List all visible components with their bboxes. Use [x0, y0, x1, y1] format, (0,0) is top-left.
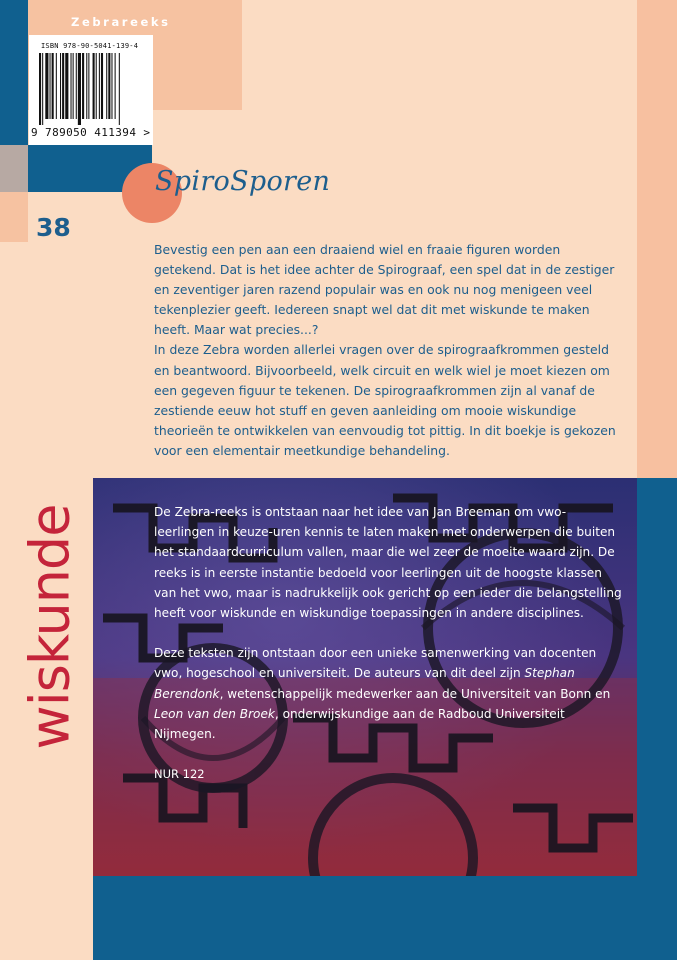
barcode-bar — [56, 53, 57, 119]
barcode-bar — [71, 53, 72, 119]
barcode-bar — [96, 53, 97, 119]
info-paragraph-1: De Zebra-reeks is ontstaan naar het idee van Jan Breeman om vwo-leerlingen in keuze-uren kennis te laten maken met onderwerpen die buiten het standaardcurriculum vallen, maar die wel zeer de moeite waard zijn. De reeks is in eerste instantie bedoeld voor leerlingen uit de hoogste klassen van het vwo, maar is nadrukkelijk ook gericht op een ieder die belangstelling heeft voor wiskunde en wiskundige toepassingen in andere disciplines. — [154, 505, 622, 621]
series-number: 38 — [36, 213, 71, 242]
left-blue-bar — [0, 0, 28, 145]
barcode — [29, 35, 153, 145]
barcode-bar — [62, 53, 64, 119]
barcode-bar — [119, 53, 120, 125]
barcode-bar — [86, 53, 87, 119]
barcode-bar — [42, 53, 43, 125]
barcode-bar — [108, 53, 110, 119]
book-title: SpiroSporen — [155, 166, 331, 197]
barcode-bar — [111, 53, 112, 119]
blurb-text — [154, 240, 624, 461]
barcode-bars — [39, 53, 143, 125]
series-info-text — [154, 502, 624, 784]
barcode-bar — [93, 53, 95, 119]
nur-code: NUR 122 — [154, 767, 205, 782]
barcode-digits: 9 789050 411394 > — [31, 126, 151, 139]
blurb-paragraph-2: In deze Zebra worden allerlei vragen over de spirograafkrommen gesteld en beantwoord. Bijvoorbeeld, welk circuit en welk wiel je moet kiezen om een gegeven figuur te tekenen. De spirograafkrommen zijn al vanaf de zestiende eeuw hot stuff en geven aanleiding om mooie wiskundige theorieën te ontwikkelen van eenvoudig tot pittig. In dit boekje is gekozen voor een elementair meetkundige behandeling. — [154, 342, 616, 458]
right-peach-strip — [637, 0, 677, 478]
barcode-bar — [76, 53, 77, 119]
barcode-bar — [115, 53, 116, 119]
series-label: Zebrareeks — [71, 15, 171, 29]
bottom-blue-band — [93, 876, 677, 960]
subject-vertical-text: wiskunde — [18, 504, 82, 750]
peach-square — [0, 192, 28, 242]
barcode-bar — [88, 53, 89, 119]
barcode-bar — [101, 53, 103, 119]
barcode-bar — [65, 53, 68, 119]
barcode-bar — [106, 53, 107, 119]
barcode-bar — [52, 53, 54, 119]
barcode-bar — [39, 53, 41, 125]
info-paragraph-2: Deze teksten zijn ontstaan door een unieke samenwerking van docenten vwo, hogeschool en universiteit. De auteurs van dit deel zijn Stephan Berendonk, wetenschappelijk medewerker aan de Universiteit van Bonn en Leon van den Broek, onderwijskundige aan de Radboud Universiteit Nijmegen. — [154, 646, 611, 742]
author-1: Stephan Berendonk — [154, 666, 575, 701]
barcode-bar — [45, 53, 48, 119]
blurb-paragraph-1: Bevestig een pen aan een draaiend wiel en fraaie figuren worden getekend. Dat is het idee achter de Spirograaf, een spel dat in de zestiger en zeventiger jaren razend populair was en ook nu nog menigeen veel tekenplezier geeft. Iedereen snapt wel dat dit met wiskunde te maken heeft. Maar wat precies...? — [154, 242, 615, 338]
barcode-bar — [78, 53, 81, 125]
barcode-bar — [73, 53, 74, 119]
grey-square — [0, 145, 28, 192]
barcode-bar — [99, 53, 100, 119]
isbn-label: ISBN 978-90-5041-139-4 — [41, 42, 139, 50]
author-2: Leon van den Broek — [154, 706, 275, 721]
barcode-bar — [50, 53, 51, 119]
barcode-bar — [60, 53, 61, 119]
barcode-bar — [82, 53, 84, 119]
